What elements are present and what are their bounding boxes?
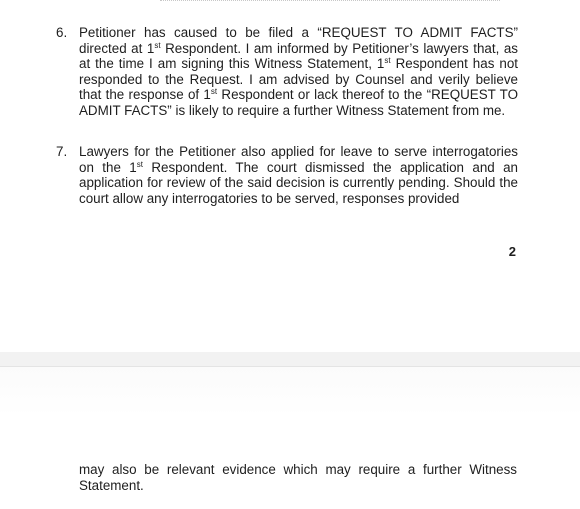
previous-text-cutoff <box>160 0 500 3</box>
paragraph-text: Respondent has not responded to the Request. I am advised by Counsel and verily believe that the response of 1 <box>79 56 518 103</box>
paragraph-7 <box>56 144 518 206</box>
page-separator <box>0 352 580 367</box>
ordinal-suffix: st <box>210 87 218 97</box>
paragraph-text: Respondent or lack thereof to the “REQUEST TO ADMIT FACTS” is likely to require a further Witness Statement from me. <box>79 87 518 118</box>
paragraph-body <box>79 25 518 119</box>
paragraph-number: 6. <box>56 25 68 40</box>
paragraph-body <box>79 144 518 206</box>
paragraph-6 <box>56 25 518 119</box>
paragraph-number: 7. <box>56 144 68 159</box>
paragraph-text: Petitioner has caused to be filed a “REQUEST TO ADMIT FACTS” directed at 1 <box>79 25 518 56</box>
paragraph-text: Respondent. I am informed by Petitioner’s lawyers that, as at the time I am signing this Witness Statement, 1 <box>79 40 518 72</box>
paragraph-text: Respondent. The court dismissed the application and an application for review of the said decision is currently pending. Should the court allow any interrogatories to be served, responses provided <box>79 159 518 206</box>
ordinal-suffix: st <box>384 56 391 66</box>
page-number: 2 <box>508 244 516 259</box>
continuation-text: may also be relevant evidence which may require a further Witness Statement. <box>79 462 517 493</box>
ordinal-suffix: st <box>154 40 161 50</box>
ordinal-suffix: st <box>136 159 143 169</box>
paragraph-text: Lawyers for the Petitioner also applied for leave to serve interrogatories on the 1 <box>79 144 518 175</box>
